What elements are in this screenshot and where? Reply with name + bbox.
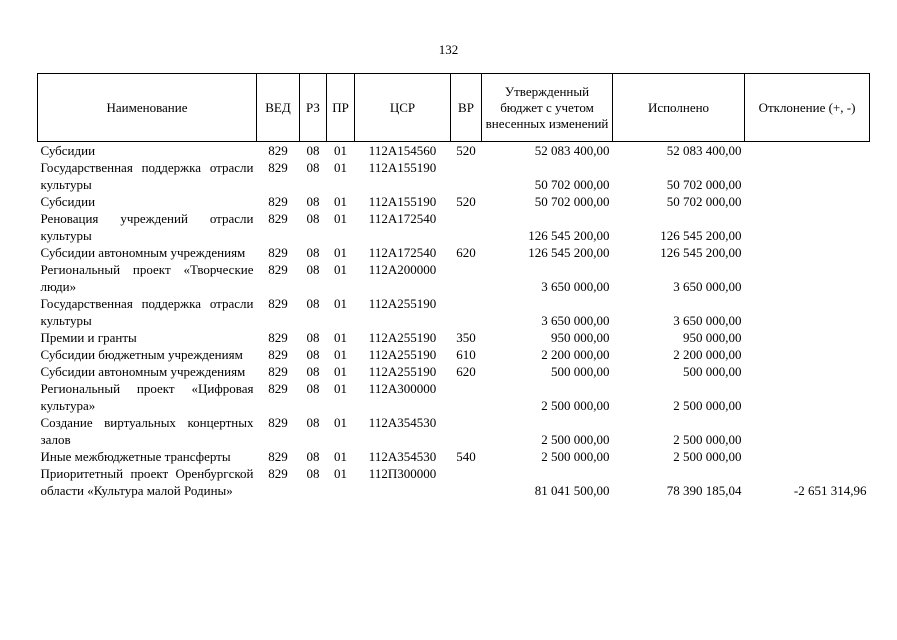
- cell-pr: 01: [334, 194, 347, 209]
- cell-rz: 08: [306, 381, 320, 396]
- cell-ved: 829: [268, 262, 288, 277]
- cell-deviation: [745, 414, 870, 448]
- cell-name: Создание виртуальных концертных залов: [40, 415, 254, 447]
- cell-deviation: [745, 159, 870, 193]
- cell-ved: 829: [268, 160, 288, 175]
- cell-executed: 950 000,00: [683, 330, 742, 345]
- cell-executed: 2 500 000,00: [673, 432, 742, 447]
- cell-rz: 08: [306, 245, 320, 260]
- cell-csr: 112А154560: [368, 143, 437, 158]
- cell-executed: 52 083 400,00: [666, 143, 742, 158]
- cell-rz: 08: [306, 449, 320, 464]
- header-ved: ВЕД: [257, 74, 300, 142]
- cell-csr: 112А172540: [368, 211, 437, 226]
- cell-budget: 52 083 400,00: [534, 143, 610, 158]
- cell-executed: 3 650 000,00: [673, 313, 742, 328]
- cell-name: Премии и гранты: [40, 330, 137, 345]
- cell-executed: 50 702 000,00: [666, 194, 742, 209]
- cell-csr: 112А300000: [368, 381, 437, 396]
- table-row: [38, 414, 870, 448]
- cell-budget: 50 702 000,00: [534, 177, 610, 192]
- cell-name: Государственная поддержка отрасли культуры: [40, 296, 254, 328]
- table-row: [38, 261, 870, 295]
- cell-ved: 829: [268, 415, 288, 430]
- cell-name: Государственная поддержка отрасли культуры: [40, 160, 254, 192]
- cell-deviation: [745, 448, 870, 465]
- cell-deviation: [745, 210, 870, 244]
- header-name: Наименование: [38, 74, 257, 142]
- cell-vr: [451, 465, 482, 499]
- cell-csr: 112А255190: [368, 347, 437, 362]
- cell-pr: 01: [334, 415, 347, 430]
- cell-rz: 08: [306, 347, 320, 362]
- cell-csr: 112А172540: [368, 245, 437, 260]
- cell-name: Субсидии бюджетным учреждениям: [40, 347, 243, 362]
- cell-name: Региональный проект «Цифровая культура»: [40, 381, 254, 413]
- cell-vr: 620: [456, 245, 476, 260]
- cell-deviation: [745, 329, 870, 346]
- cell-deviation: [745, 261, 870, 295]
- cell-deviation: [745, 363, 870, 380]
- cell-vr: 620: [456, 364, 476, 379]
- cell-csr: 112А255190: [368, 296, 437, 311]
- cell-name: Субсидии: [40, 194, 96, 209]
- cell-csr: 112А354530: [368, 415, 437, 430]
- header-pr: ПР: [327, 74, 355, 142]
- table-row: [38, 448, 870, 465]
- cell-rz: 08: [306, 296, 320, 311]
- cell-ved: 829: [268, 466, 288, 481]
- cell-budget: 126 545 200,00: [528, 245, 610, 260]
- cell-vr: 540: [456, 449, 476, 464]
- cell-pr: 01: [334, 381, 347, 396]
- cell-csr: 112А200000: [368, 262, 437, 277]
- cell-csr: 112П300000: [368, 466, 437, 481]
- cell-vr: 610: [456, 347, 476, 362]
- cell-name: Субсидии автономным учреждениям: [40, 364, 246, 379]
- cell-ved: 829: [268, 296, 288, 311]
- cell-ved: 829: [268, 211, 288, 226]
- cell-deviation: [745, 142, 870, 160]
- cell-pr: 01: [334, 347, 347, 362]
- cell-budget: 3 650 000,00: [541, 313, 610, 328]
- table-row: [38, 142, 870, 160]
- cell-ved: 829: [268, 143, 288, 158]
- table-row: [38, 159, 870, 193]
- cell-budget: 2 500 000,00: [541, 398, 610, 413]
- cell-vr: [451, 210, 482, 244]
- cell-ved: 829: [268, 330, 288, 345]
- cell-rz: 08: [306, 364, 320, 379]
- cell-csr: 112А255190: [368, 330, 437, 345]
- cell-deviation: [745, 244, 870, 261]
- cell-rz: 08: [306, 330, 320, 345]
- cell-budget: 950 000,00: [551, 330, 610, 345]
- header-csr: ЦСР: [355, 74, 451, 142]
- cell-rz: 08: [306, 143, 320, 158]
- cell-pr: 01: [334, 330, 347, 345]
- cell-pr: 01: [334, 466, 347, 481]
- cell-executed: 78 390 185,04: [666, 483, 742, 498]
- cell-pr: 01: [334, 245, 347, 260]
- table-row: [38, 210, 870, 244]
- cell-pr: 01: [334, 296, 347, 311]
- cell-ved: 829: [268, 245, 288, 260]
- cell-vr: 520: [456, 194, 476, 209]
- cell-executed: 126 545 200,00: [660, 228, 742, 243]
- cell-budget: 50 702 000,00: [534, 194, 610, 209]
- table-row: [38, 193, 870, 210]
- budget-table: [37, 73, 870, 499]
- cell-deviation: [745, 380, 870, 414]
- cell-pr: 01: [334, 262, 347, 277]
- cell-rz: 08: [306, 211, 320, 226]
- table-row: [38, 465, 870, 499]
- header-deviation: Отклонение (+, -): [745, 74, 870, 142]
- cell-executed: 2 500 000,00: [673, 449, 742, 464]
- cell-ved: 829: [268, 194, 288, 209]
- cell-pr: 01: [334, 160, 347, 175]
- cell-ved: 829: [268, 449, 288, 464]
- cell-budget: 2 200 000,00: [541, 347, 610, 362]
- cell-budget: 3 650 000,00: [541, 279, 610, 294]
- cell-rz: 08: [306, 415, 320, 430]
- cell-executed: 126 545 200,00: [660, 245, 742, 260]
- cell-ved: 829: [268, 364, 288, 379]
- cell-executed: 2 500 000,00: [673, 398, 742, 413]
- cell-deviation: -2 651 314,96: [793, 483, 867, 498]
- cell-name: Иные межбюджетные трансферты: [40, 449, 231, 464]
- cell-vr: [451, 261, 482, 295]
- cell-vr: 520: [456, 143, 476, 158]
- table-header-row: [38, 74, 870, 142]
- cell-rz: 08: [306, 466, 320, 481]
- table-row: [38, 295, 870, 329]
- cell-budget: 2 500 000,00: [541, 449, 610, 464]
- cell-executed: 3 650 000,00: [673, 279, 742, 294]
- cell-csr: 112А255190: [368, 364, 437, 379]
- cell-executed: 2 200 000,00: [673, 347, 742, 362]
- cell-pr: 01: [334, 211, 347, 226]
- header-rz: РЗ: [300, 74, 327, 142]
- cell-rz: 08: [306, 194, 320, 209]
- cell-vr: [451, 380, 482, 414]
- cell-pr: 01: [334, 449, 347, 464]
- cell-deviation: [745, 295, 870, 329]
- cell-vr: 350: [456, 330, 476, 345]
- cell-name: Субсидии автономным учреждениям: [40, 245, 246, 260]
- cell-deviation: [745, 193, 870, 210]
- page-number: 132: [438, 42, 459, 57]
- cell-pr: 01: [334, 364, 347, 379]
- cell-budget: 126 545 200,00: [528, 228, 610, 243]
- cell-budget: 2 500 000,00: [541, 432, 610, 447]
- cell-rz: 08: [306, 160, 320, 175]
- cell-name: Приоритетный проект Оренбургской области «Культура малой Родины»: [40, 466, 254, 498]
- table-row: [38, 329, 870, 346]
- cell-executed: 500 000,00: [683, 364, 742, 379]
- cell-name: Реновация учреждений отрасли культуры: [40, 211, 254, 243]
- cell-deviation: [745, 346, 870, 363]
- table-row: [38, 363, 870, 380]
- header-budget: Утвержденный бюджет с учетом внесенных изменений: [482, 74, 613, 142]
- cell-budget: 81 041 500,00: [534, 483, 610, 498]
- cell-budget: 500 000,00: [551, 364, 610, 379]
- cell-name: Региональный проект «Творческие люди»: [40, 262, 254, 294]
- cell-name: Субсидии: [40, 143, 96, 158]
- cell-ved: 829: [268, 381, 288, 396]
- cell-rz: 08: [306, 262, 320, 277]
- cell-csr: 112А354530: [368, 449, 437, 464]
- cell-vr: [451, 295, 482, 329]
- cell-csr: 112А155190: [368, 160, 437, 175]
- cell-ved: 829: [268, 347, 288, 362]
- cell-vr: [451, 159, 482, 193]
- header-vr: ВР: [451, 74, 482, 142]
- cell-executed: 50 702 000,00: [666, 177, 742, 192]
- header-executed: Исполнено: [613, 74, 745, 142]
- table-row: [38, 244, 870, 261]
- cell-csr: 112А155190: [368, 194, 437, 209]
- table-row: [38, 346, 870, 363]
- cell-pr: 01: [334, 143, 347, 158]
- table-row: [38, 380, 870, 414]
- cell-vr: [451, 414, 482, 448]
